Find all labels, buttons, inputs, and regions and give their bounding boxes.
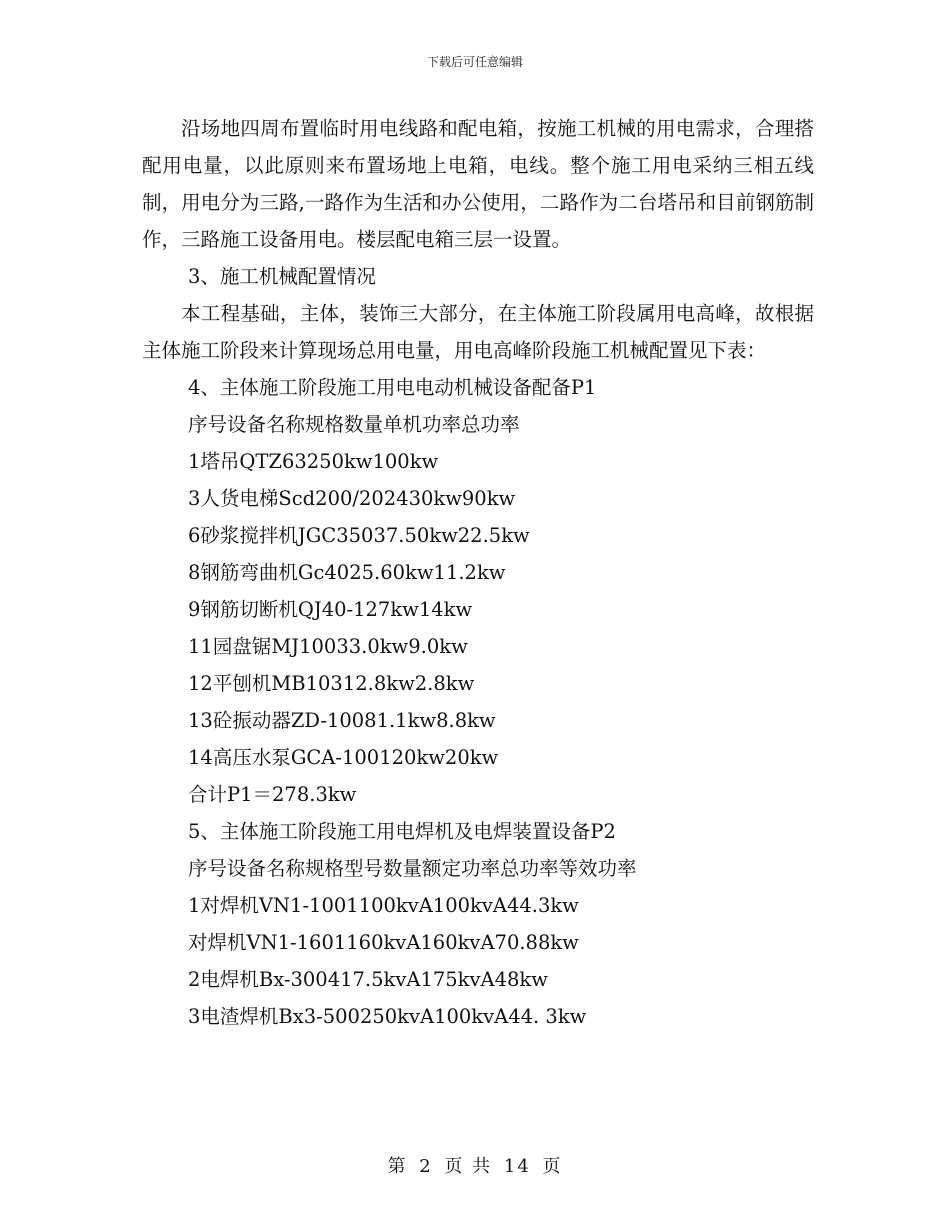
table1-header: 序号设备名称规格数量单机功率总功率 — [188, 413, 520, 436]
footer-total-pages: 14 — [503, 1156, 531, 1177]
document-body — [142, 110, 814, 1035]
paragraph-power-layout: 沿场地四周布置临时用电线路和配电箱，按施工机械的用电需求，合理搭配用电量，以此原则来布置场地上电箱，电线。整个施工用电采纳三相五线制，用电分为三路,一路作为生活和办公使用，二路作为二台塔吊和目前钢筋制作，三路施工设备用电。楼层配电箱三层一设置。 — [142, 117, 814, 251]
table1-row: 9钢筋切断机QJ40-127kw14kw — [188, 598, 473, 621]
table1-row: 3人货电梯Scd200/202430kw90kw — [188, 487, 516, 510]
page-header: 下载后可任意编辑 — [426, 55, 523, 69]
footer-middle: 页 共 — [444, 1156, 493, 1177]
table1-row: 1塔吊QTZ63250kw100kw — [188, 450, 439, 473]
table1-row: 14高压水泵GCA-100120kw20kw — [188, 746, 499, 769]
section-heading-5: 5、主体施工阶段施工用电焊机及电焊装置设备P2 — [188, 820, 616, 843]
table1-row: 12平刨机MB10312.8kw2.8kw — [188, 672, 475, 695]
section-heading-3: 3、施工机械配置情况 — [188, 265, 376, 288]
footer-suffix: 页 — [542, 1156, 563, 1177]
page-number-footer — [0, 1152, 950, 1178]
table1-row: 6砂浆搅拌机JGC35037.50kw22.5kw — [188, 524, 530, 547]
section-heading-4: 4、主体施工阶段施工用电电动机械设备配备P1 — [188, 376, 597, 399]
table1-row: 13砼振动器ZD-10081.1kw8.8kw — [188, 709, 496, 732]
table2-row: 1对焊机VN1-1001100kvA100kvA44.3kw — [188, 894, 579, 917]
table2-row: 3电渣焊机Bx3-500250kvA100kvA44. 3kw — [188, 1005, 587, 1028]
table1-row: 11园盘锯MJ10033.0kw9.0kw — [188, 635, 468, 658]
table2-row: 2电焊机Bx-300417.5kvA175kvA48kw — [188, 968, 548, 991]
footer-prefix: 第 — [387, 1156, 408, 1177]
footer-current-page: 2 — [419, 1156, 433, 1177]
table2-header: 序号设备名称规格型号数量额定功率总功率等效功率 — [188, 857, 637, 880]
paragraph-peak-load: 本工程基础，主体，装饰三大部分，在主体施工阶段属用电高峰，故根据主体施工阶段来计算现场总用电量，用电高峰阶段施工机械配置见下表： — [142, 302, 814, 362]
table1-total: 合计P1＝278.3kw — [188, 783, 357, 806]
table2-row: 对焊机VN1-1601160kvA160kvA70.88kw — [188, 931, 579, 954]
table1-row: 8钢筋弯曲机Gc4025.60kw11.2kw — [188, 561, 506, 584]
